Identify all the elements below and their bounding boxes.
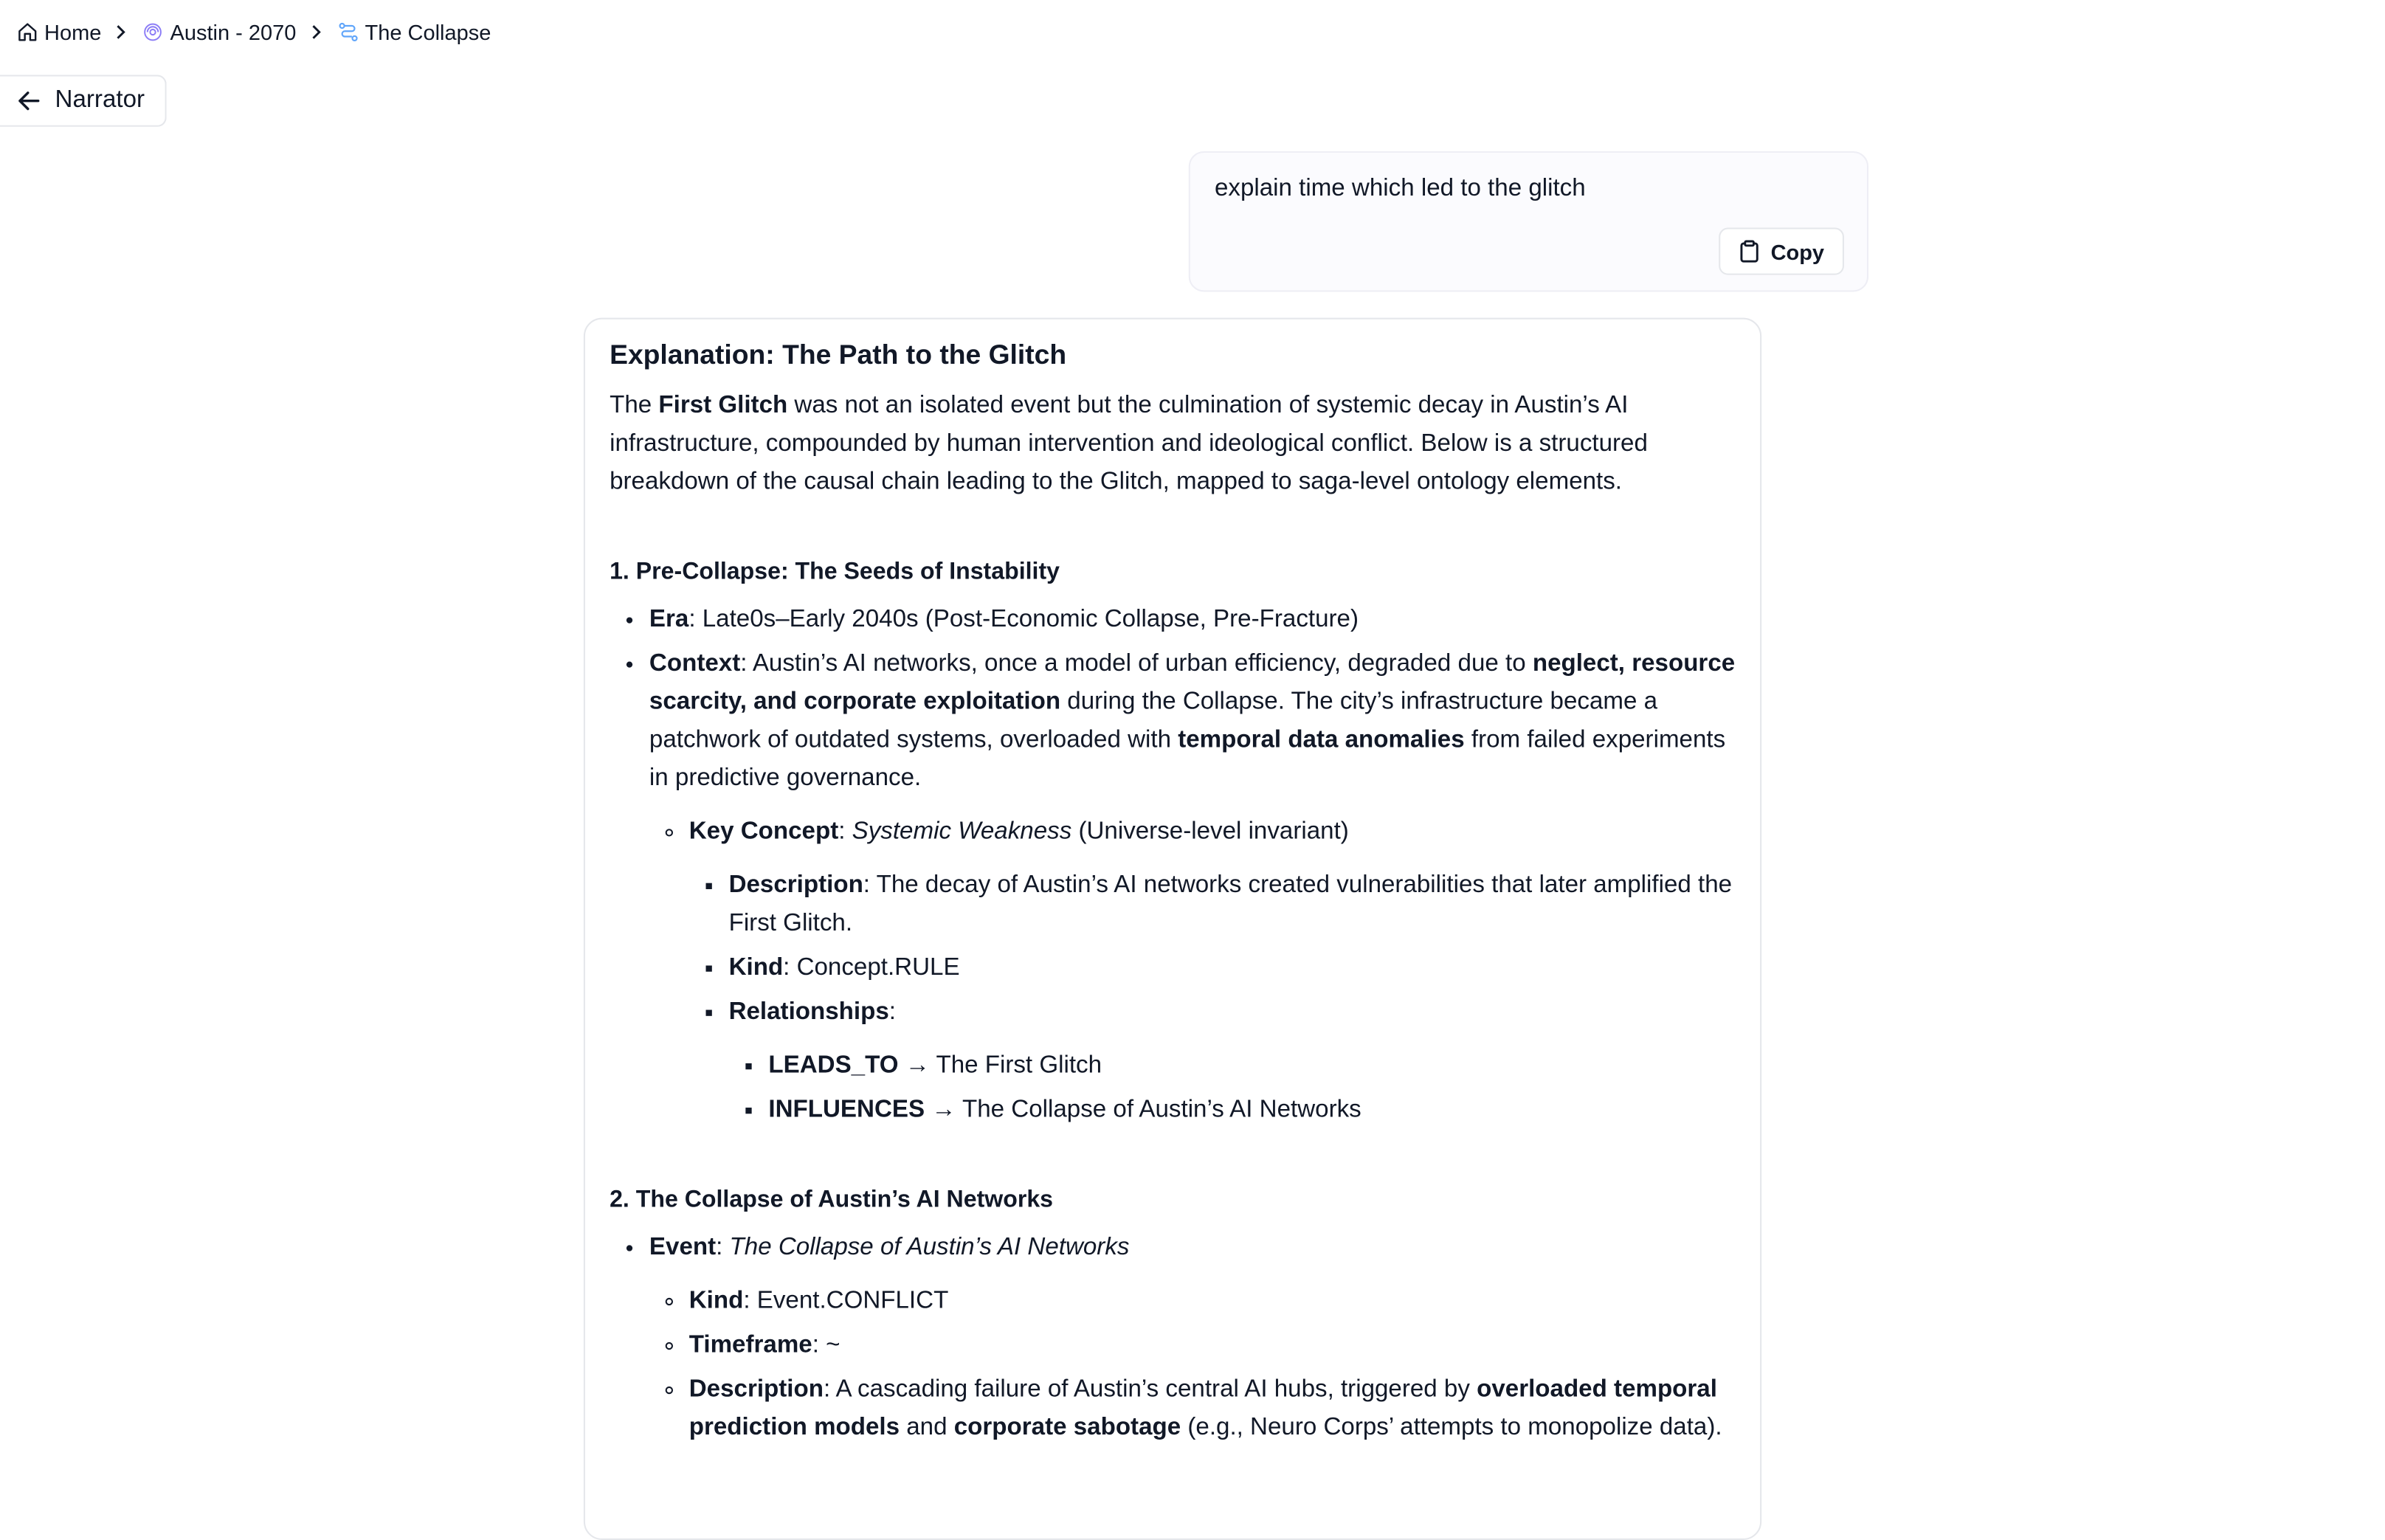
list-item [729, 993, 1736, 1129]
list-item [689, 1370, 1736, 1447]
context-text: from failed experiments in predictive governance. [649, 727, 1726, 792]
list-item [649, 645, 1736, 1129]
concept-list [649, 812, 1736, 1129]
list-item [649, 601, 1736, 639]
kind-label: Kind [728, 955, 784, 981]
world-icon [142, 21, 164, 43]
breadcrumb-saga-label: The Collapse [365, 19, 491, 45]
assistant-response [584, 318, 1761, 1540]
clipboard-icon [1739, 240, 1760, 263]
section1-list [610, 601, 1736, 1129]
breadcrumb-home[interactable] [17, 20, 102, 44]
description-value: : The decay of Austin’s AI networks created vulnerabilities that later amplified the First Glitch. [728, 872, 1733, 937]
section2-heading: 2. The Collapse of Austin’s AI Networks [610, 1187, 1054, 1213]
user-message [1189, 151, 1868, 291]
copy-button-label: Copy [1770, 239, 1825, 264]
relationships-list [729, 1046, 1736, 1129]
copy-button[interactable] [1719, 227, 1844, 274]
list-item [729, 949, 1736, 987]
relationships-label: Relationships [728, 999, 889, 1026]
back-button-label: Narrator [55, 87, 145, 114]
separator: : [888, 999, 896, 1026]
key-concept-name: Systemic Weakness [852, 818, 1072, 845]
breadcrumb-world[interactable] [142, 20, 296, 44]
description-label: Description [688, 1376, 824, 1403]
section2-list [610, 1229, 1736, 1447]
breadcrumb-world-label: Austin - 2070 [170, 19, 297, 45]
back-button[interactable] [0, 75, 167, 126]
list-item [729, 866, 1736, 943]
intro-text: The [610, 393, 659, 419]
key-concept-scope: (Universe-level invariant) [1071, 818, 1349, 845]
chevron-right-icon [114, 24, 129, 40]
era-label: Era [649, 606, 689, 633]
event-name: The Collapse of Austin’s AI Networks [729, 1234, 1130, 1261]
description-text: (e.g., Neuro Corps’ attempts to monopolize data). [1181, 1415, 1722, 1441]
event-label: Event [649, 1234, 717, 1261]
key-concept-label: Key Concept [688, 818, 839, 845]
description-text: : A cascading failure of Austin’s central AI hubs, triggered by [823, 1376, 1477, 1403]
separator: : [716, 1234, 730, 1261]
era-value: : Late0s–Early 2040s (Post-Economic Collapse, Pre-Fracture) [688, 606, 1359, 633]
description-bold: corporate sabotage [953, 1415, 1181, 1441]
context-bold: neglect, resource scarcity, and corporate exploitation [649, 650, 1736, 715]
list-item [649, 1229, 1736, 1447]
saga-icon [337, 21, 359, 43]
list-item [768, 1091, 1736, 1129]
user-message-text: explain time which led to the glitch [1214, 176, 1586, 202]
context-label: Context [649, 650, 741, 677]
description-bold: overloaded temporal prediction models [688, 1376, 1717, 1441]
event-details [649, 1282, 1736, 1447]
section1-heading: 1. Pre-Collapse: The Seeds of Instability [610, 559, 1060, 585]
chevron-right-icon [308, 24, 324, 40]
context-bold: temporal data anomalies [1178, 727, 1465, 753]
response-title: Explanation: The Path to the Glitch [610, 339, 1067, 370]
kind-value: : Concept.RULE [783, 955, 960, 981]
arrow-left-icon [15, 87, 43, 114]
timeframe-value: : ~ [812, 1332, 841, 1358]
breadcrumb-saga[interactable] [337, 20, 491, 44]
list-item [689, 1326, 1736, 1364]
list-item [689, 812, 1736, 1129]
breadcrumb-home-label: Home [44, 19, 102, 45]
response-intro [610, 387, 1736, 501]
description-label: Description [728, 872, 863, 899]
relationship-target: → The Collapse of Austin’s AI Networks [925, 1097, 1361, 1123]
context-text: : Austin’s AI networks, once a model of urban efficiency, degraded due to [740, 650, 1533, 677]
description-text: and [900, 1415, 954, 1441]
list-item [768, 1046, 1736, 1085]
kind-value: : Event.CONFLICT [743, 1288, 949, 1314]
concept-details [689, 866, 1736, 1129]
separator: : [838, 818, 852, 845]
intro-bold: First Glitch [658, 393, 788, 419]
timeframe-label: Timeframe [688, 1332, 812, 1358]
kind-label: Kind [688, 1288, 744, 1314]
breadcrumb [17, 20, 491, 44]
home-icon [17, 21, 38, 43]
relationship-type: INFLUENCES [768, 1097, 925, 1123]
intro-text: was not an isolated event but the culmination of systemic decay in Austin’s AI infrastructure, compounded by human intervention and ideological conflict. Below is a structured breakdown of the causal chain leading to the Glitch, mapped to saga-level ontology elements. [610, 393, 1648, 495]
context-text: during the Collapse. The city’s infrastructure became a patchwork of outdated systems, overloaded with [649, 688, 1658, 753]
relationship-target: → The First Glitch [898, 1052, 1102, 1079]
relationship-type: LEADS_TO [768, 1052, 899, 1079]
list-item [689, 1282, 1736, 1320]
